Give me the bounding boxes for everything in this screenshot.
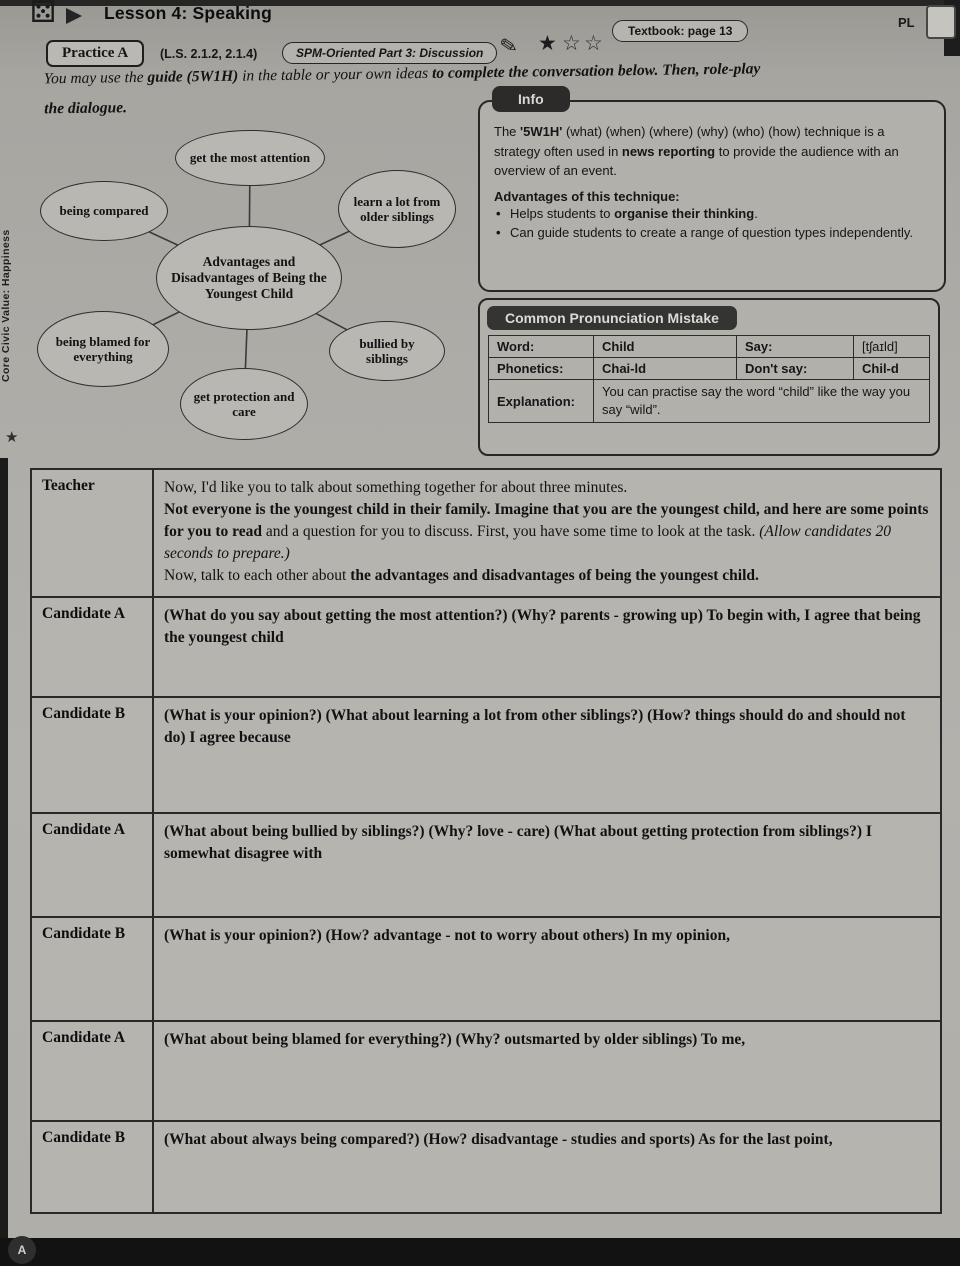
info-body <box>480 102 944 187</box>
instruction-part: You may use the <box>43 68 148 88</box>
mindmap-node-label: being compared <box>59 203 149 219</box>
scan-edge-left <box>0 458 8 1240</box>
info-text-bold: '5W1H' <box>520 124 563 139</box>
dialogue-table <box>30 468 942 1214</box>
mindmap-node-protection <box>180 368 308 440</box>
mindmap-node-label: learn a lot from older siblings <box>353 193 441 224</box>
info-text: Can guide students to create a range of question types independently. <box>510 225 914 241</box>
star-filled-icon: ★ <box>538 32 557 55</box>
mindmap-node-label: get protection and care <box>193 388 295 419</box>
pron-row-phonetics <box>489 358 930 380</box>
pron-row-word <box>489 336 930 358</box>
info-text: The <box>494 124 521 139</box>
mindmap-node-label: bullied by siblings <box>359 335 415 366</box>
mindmap-center-label: Advantages and Disadvantages of Being the Youngest Child <box>171 254 327 301</box>
info-text-bold: news reporting <box>621 143 716 159</box>
dialogue-row-candidate-a1 <box>31 597 941 697</box>
candidate-turn-text: (What is your opinion?) (What about learning a lot from other siblings?) (How? things should do and should not do) I agree because <box>153 697 941 813</box>
teacher-text-bold: the advantages and disadvantages of being the youngest child. <box>350 567 759 584</box>
core-civic-value-label: Core Civic Value: Happiness <box>0 229 12 383</box>
pen-icon: ✎ <box>498 33 520 60</box>
mindmap-node-label: get the most attention <box>189 150 311 166</box>
scan-edge-bottom <box>0 1238 960 1266</box>
teacher-text-bold: Not everyone is the youngest child in their family. Imagine that you are the youngest child, and here are some points for you to read <box>164 501 929 540</box>
pronunciation-table <box>488 335 930 423</box>
teacher-turn-text <box>153 469 941 597</box>
candidate-turn-text: (What do you say about getting the most attention?) (Why? parents - growing up) To begin with, I agree that being the youngest child <box>153 597 941 697</box>
mindmap-node-learn <box>338 170 456 248</box>
page-number-box <box>926 5 956 39</box>
instruction-part: guide (5W1H) <box>147 67 239 86</box>
teacher-text: Now, I'd like you to talk about something together for about three minutes. <box>164 479 628 496</box>
mindmap-node-compared <box>40 181 168 241</box>
explanation-label: Explanation: <box>489 380 594 423</box>
dialogue-row-candidate-b1 <box>31 697 941 813</box>
pron-row-explanation <box>489 380 930 423</box>
instruction-part: the dialogue. <box>44 99 128 118</box>
speaker-label: Candidate A <box>31 813 153 917</box>
speaker-label: Candidate A <box>31 1021 153 1121</box>
star-outline-icon: ☆ <box>584 32 603 55</box>
instruction-part: in the table or your own ideas <box>238 64 433 85</box>
speaker-label: Candidate A <box>31 597 153 697</box>
dialogue-row-candidate-a3 <box>31 1021 941 1121</box>
page-tab-marker: A <box>8 1236 36 1264</box>
say-value: [tʃaɪld] <box>854 336 930 358</box>
speaker-label: Teacher <box>31 469 153 597</box>
pl-label: PL <box>898 15 915 30</box>
ribbon-arrow-icon <box>66 8 82 24</box>
dialogue-row-candidate-b3 <box>31 1121 941 1213</box>
mindmap-node-blamed <box>37 311 169 387</box>
speaker-label: Candidate B <box>31 1121 153 1213</box>
spm-oriented-tag: SPM-Oriented Part 3: Discussion <box>282 42 497 64</box>
candidate-turn-text: (What about being bullied by siblings?) (Why? love - care) (What about getting protection from siblings?) I somewhat disagree with <box>153 813 941 917</box>
candidate-turn-text: (What about being blamed for everything?) (Why? outsmarted by older siblings) To me, <box>153 1021 941 1121</box>
info-text: . <box>754 205 758 221</box>
civic-value-star-icon: ★ <box>5 429 19 446</box>
mindmap-node-bullied <box>329 321 445 381</box>
speaker-label: Candidate B <box>31 697 153 813</box>
dialogue-row-candidate-a2 <box>31 813 941 917</box>
phonetics-value: Chai-ld <box>594 358 737 380</box>
mindmap <box>12 112 487 457</box>
word-value: Child <box>594 336 737 358</box>
candidate-turn-text: (What is your opinion?) (How? advantage - not to worry about others) In my opinion, <box>153 917 941 1021</box>
mindmap-node-attention <box>175 130 325 186</box>
instruction-part: to complete the conversation below. Then, role-play <box>431 60 761 82</box>
info-text: (what) (when) (where) (why) (who) (how) technique is a strategy often used in <box>494 124 885 159</box>
candidate-turn-text: (What about always being compared?) (How? disadvantage - studies and sports) As for the last point, <box>153 1121 941 1213</box>
info-bullet-2 <box>480 223 944 243</box>
speaker-label: Candidate B <box>31 917 153 1021</box>
dialogue-row-candidate-b2 <box>31 917 941 1021</box>
star-outline-icon: ☆ <box>562 32 581 55</box>
teacher-text: Now, talk to each other about <box>164 567 351 584</box>
info-box <box>478 91 946 292</box>
word-label: Word: <box>489 336 594 358</box>
dont-say-label: Don't say: <box>737 358 854 380</box>
info-bullet-1 <box>480 204 944 224</box>
teacher-text: and a question for you to discuss. First, you have some time to look at the task. <box>262 523 760 540</box>
info-tab: Info <box>492 86 570 112</box>
dice-icon: ⚄ <box>30 0 57 29</box>
info-text: Helps students to <box>510 205 615 221</box>
info-text-bold: organise their thinking <box>614 205 755 221</box>
practice-a-badge: Practice A <box>46 40 144 67</box>
dont-say-value: Chil-d <box>854 358 930 380</box>
pronunciation-title: Common Pronunciation Mistake <box>487 306 737 330</box>
textbook-page-ref: Textbook: page 13 <box>612 20 748 42</box>
mindmap-center-node <box>156 226 342 330</box>
pronunciation-box <box>478 298 940 456</box>
learning-standard-ref: (L.S. 2.1.2, 2.1.4) <box>160 47 258 61</box>
lesson-title: Lesson 4: Speaking <box>104 3 272 23</box>
mindmap-node-label: being blamed for everything <box>55 333 151 364</box>
dialogue-row-teacher <box>31 469 941 597</box>
info-text: to provide the audience with an overview of an event. <box>494 143 899 178</box>
teacher-text-italic: (Allow candidates 20 seconds to prepare.) <box>164 523 892 562</box>
explanation-value: You can practise say the word “child” like the way you say “wild”. <box>594 380 930 423</box>
info-advantages-heading: Advantages of this technique: <box>494 188 680 204</box>
phonetics-label: Phonetics: <box>489 358 594 380</box>
say-label: Say: <box>737 336 854 358</box>
